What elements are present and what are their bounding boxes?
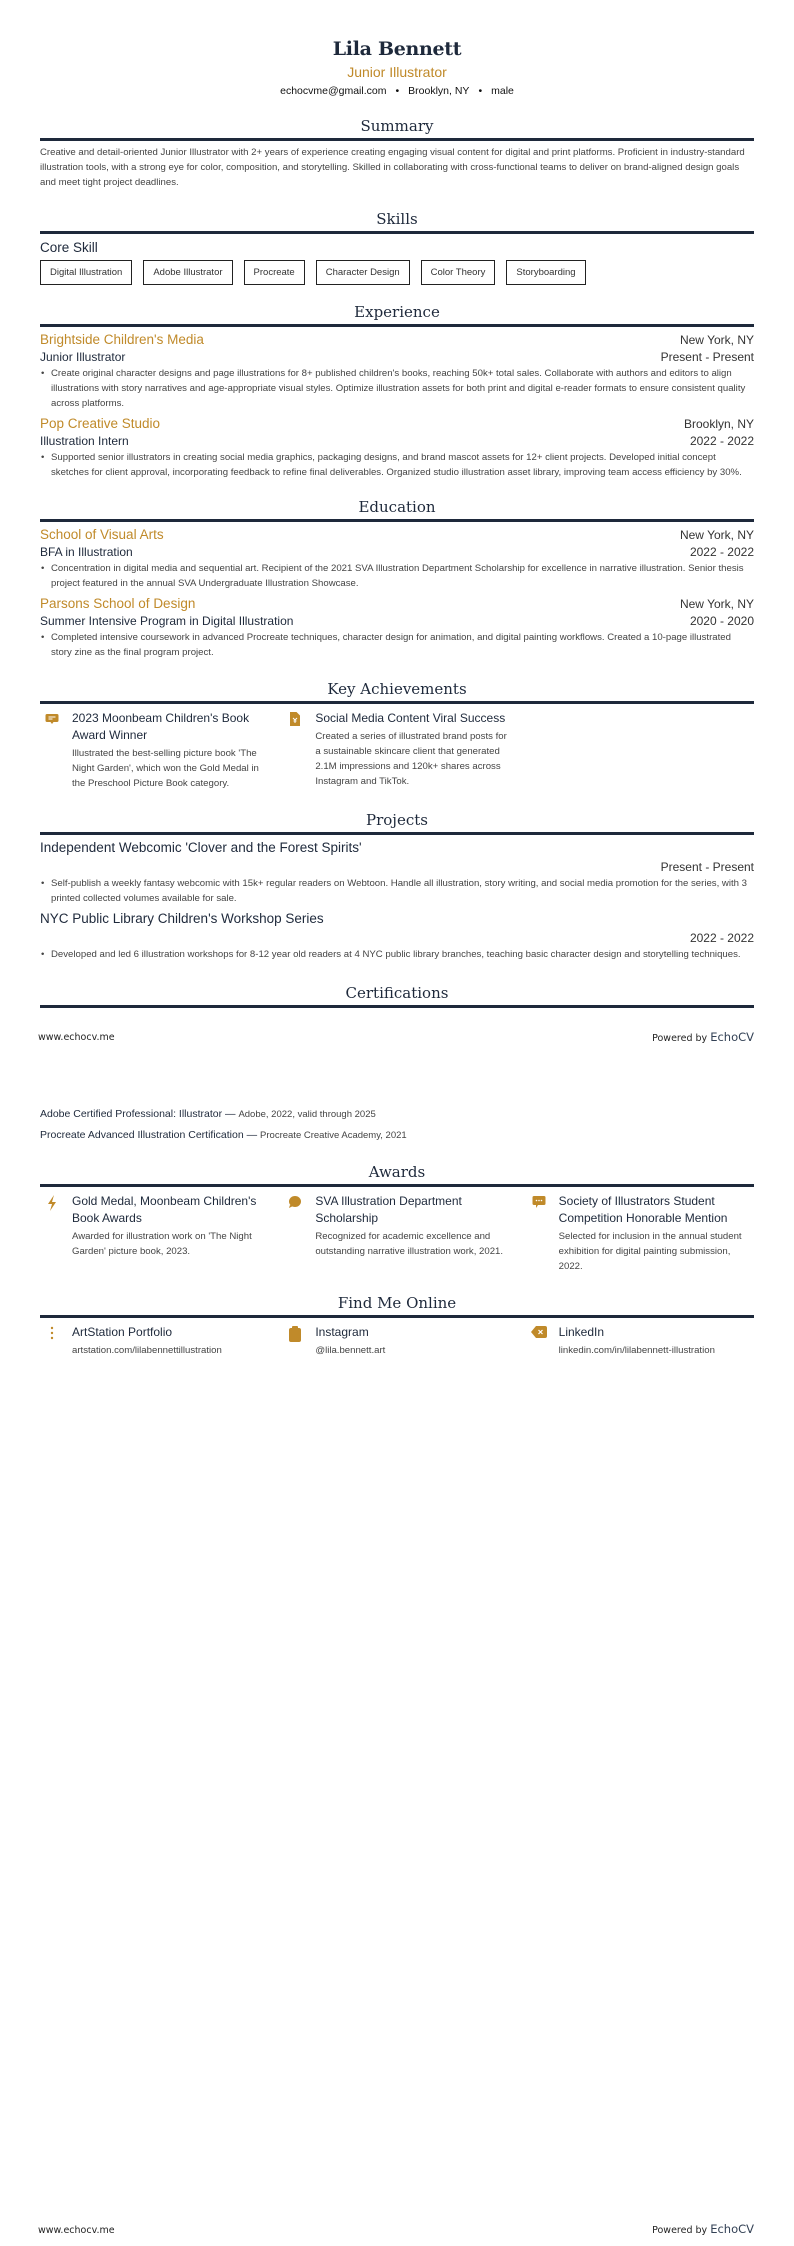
cert-name: Adobe Certified Professional: Illustrator [40,1108,223,1120]
comment-dots-icon [531,1195,547,1274]
award-title: Gold Medal, Moonbeam Children's Book Awards [72,1194,257,1225]
section-title-online: Find Me Online [40,1294,754,1318]
entry-bullet: • Supported senior illustrators in creating social media graphics, packaging designs, and brand mascot assets for 12+ client projects. Developed initial concept sketches for client approval, incorporating feedback to refine final deliverables. Organized studio illustration asset library, improving team access efficiency by 30%. [40,450,754,480]
footer-site-bottom[interactable]: www.echocv.me [38,2225,115,2236]
entry-location: Brooklyn, NY [683,417,754,431]
award-desc: Selected for inclusion in the annual student exhibition for digital painting submission, 2022. [558,1231,742,1272]
clipboard-icon [287,1326,303,1356]
entry-dates: 2020 - 2020 [689,614,754,628]
cert-detail: Procreate Creative Academy, 2021 [260,1130,407,1141]
entry-bullet: • Concentration in digital media and sequential art. Recipient of the 2021 SVA Illustration Department Scholarship for excellence in narrative illustration. Senior thesis project featured in the annual SVA Undergraduate Illustration Showcase. [40,561,754,591]
achievement-desc: Created a series of illustrated brand posts for a sustainable skincare client that generated 2.1M impressions and 120k+ shares across Instagram and TikTok. [315,731,507,787]
online-link[interactable]: artstation.com/lilabennettillustration [72,1345,222,1356]
section-title-experience: Experience [40,303,754,327]
award-title: Society of Illustrators Student Competition Honorable Mention [558,1194,728,1225]
bolt-icon [44,1195,60,1274]
summary-text: Creative and detail-oriented Junior Illustrator with 2+ years of experience creating engaging visual content for digital and print platforms. Proficient in industry-standard illustration tools, with a strong eye for color, composition, and storytelling. Skilled in collaborating with cross-functional teams to deliver on brand-aligned design goals and meet tight project deadlines. [40,147,745,188]
contact-gender: male [491,85,514,97]
certification-item: Adobe Certified Professional: Illustrator — Adobe, 2022, valid through 2025 [40,1108,376,1120]
achievement-item [40,710,267,791]
candidate-title: Junior Illustrator [347,64,447,80]
entry-dates: 2022 - 2022 [689,545,754,559]
online-label: LinkedIn [558,1325,605,1339]
online-item [40,1324,267,1356]
project-title: Independent Webcomic 'Clover and the Forest Spirits' [40,840,362,855]
section-title-certifications: Certifications [40,984,754,1008]
job-title: Illustration Intern [40,434,129,448]
footer-brand[interactable]: EchoCV [710,2222,754,2236]
experience-entry [40,416,754,480]
school-name: School of Visual Arts [40,527,164,542]
entry-bullet: • Create original character designs and page illustrations for 8+ published children's books, reaching 50k+ total sales. Collaborate with authors and editors to align illustrations with story narratives and age-appropriate visual styles. Optimize illustration assets for both print and digital e-reader formats to ensure consistent quality across platforms. [40,366,754,411]
section-title-education: Education [40,498,754,522]
comment-icon [44,712,60,791]
project-entry [40,840,754,906]
section-title-skills: Skills [40,210,754,234]
achievement-item [283,710,510,791]
achievement-desc: Illustrated the best-selling picture book 'The Night Garden', which won the Gold Medal in the Preschool Picture Book category. [72,748,259,789]
achievement-title: 2023 Moonbeam Children's Book Award Winner [72,711,250,742]
contact-line: echocvme@gmail.com • Brooklyn, NY • male [280,85,514,97]
achievement-title: Social Media Content Viral Success [315,711,506,725]
award-item [40,1193,267,1274]
project-title: NYC Public Library Children's Workshop Series [40,911,324,926]
award-item [283,1193,510,1274]
entry-dates: Present - Present [660,350,754,364]
section-title-awards: Awards [40,1163,754,1187]
skill-chip: Character Design [316,260,410,285]
skill-chip: Digital Illustration [40,260,132,285]
ellipsis-vertical-icon [44,1326,60,1356]
skill-chip: Color Theory [421,260,496,285]
education-entry [40,596,754,660]
section-title-achievements: Key Achievements [40,680,754,704]
company-name: Brightside Children's Media [40,332,204,347]
entry-bullet: • Completed intensive coursework in advanced Procreate techniques, character design for animation, and digital painting workflows. Created a 10-page illustrated story zine as the final program project. [40,630,754,660]
entry-bullet: • Self-publish a weekly fantasy webcomic with 15k+ regular readers on Webtoon. Handle all illustration, story writing, and social media promotion for the series, with 3 printed collected volumes available for sale. [40,876,754,906]
skill-chip: Adobe Illustrator [143,260,232,285]
resume-header [40,38,754,97]
online-item [283,1324,510,1356]
cert-name: Procreate Advanced Illustration Certification [40,1129,244,1141]
project-entry [40,911,754,962]
online-grid [40,1324,754,1356]
online-item [527,1324,754,1356]
delete-left-icon [531,1326,547,1356]
candidate-name: Lila Bennett [332,38,462,60]
online-link[interactable]: linkedin.com/in/lilabennett-illustration [558,1345,715,1356]
online-label: ArtStation Portfolio [72,1325,173,1339]
award-item [527,1193,754,1274]
entry-location: New York, NY [679,528,754,542]
footer-brand[interactable]: EchoCV [710,1030,754,1044]
school-name: Parsons School of Design [40,596,196,611]
award-desc: Recognized for academic excellence and outstanding narrative illustration work, 2021. [315,1231,504,1257]
entry-location: New York, NY [679,597,754,611]
contact-location: Brooklyn, NY [408,85,470,97]
resume-page [40,0,754,1356]
entry-bullet: • Developed and led 6 illustration workshops for 8-12 year old readers at 4 NYC public library branches, teaching basic character design and storytelling techniques. [40,947,754,962]
entry-location: New York, NY [679,333,754,347]
project-dates: 2022 - 2022 [689,931,754,945]
online-link[interactable]: @lila.bennett.art [315,1345,386,1356]
job-title: Junior Illustrator [40,350,126,364]
skill-chip: Procreate [244,260,305,285]
contact-email[interactable]: echocvme@gmail.com [280,85,387,97]
award-desc: Awarded for illustration work on 'The Night Garden' picture book, 2023. [72,1231,252,1257]
page-break [40,1008,754,1099]
degree: BFA in Illustration [40,545,133,559]
file-invoice-icon [287,712,303,791]
achievements-grid [40,710,754,791]
online-label: Instagram [315,1325,369,1339]
education-entry [40,527,754,591]
awards-grid [40,1193,754,1274]
company-name: Pop Creative Studio [40,416,161,431]
skill-chips [40,260,754,285]
skill-group-label: Core Skill [40,240,98,255]
speech-bubble-icon [287,1195,303,1274]
skill-chip: Storyboarding [506,260,585,285]
project-dates: Present - Present [660,860,754,874]
certification-item: Procreate Advanced Illustration Certification — Procreate Creative Academy, 2021 [40,1129,407,1141]
footer-site[interactable]: www.echocv.me [38,1032,115,1043]
cert-detail: Adobe, 2022, valid through 2025 [238,1109,376,1120]
footer-powered [652,1030,754,1044]
entry-dates: 2022 - 2022 [689,434,754,448]
experience-entry [40,332,754,411]
section-title-summary: Summary [40,117,754,141]
degree: Summer Intensive Program in Digital Illustration [40,614,294,628]
footer-powered-bottom [652,2222,754,2236]
award-title: SVA Illustration Department Scholarship [315,1194,462,1225]
section-title-projects: Projects [40,811,754,835]
footer-powered-label: Powered by [652,1033,708,1044]
footer-powered-label: Powered by [652,2225,708,2236]
